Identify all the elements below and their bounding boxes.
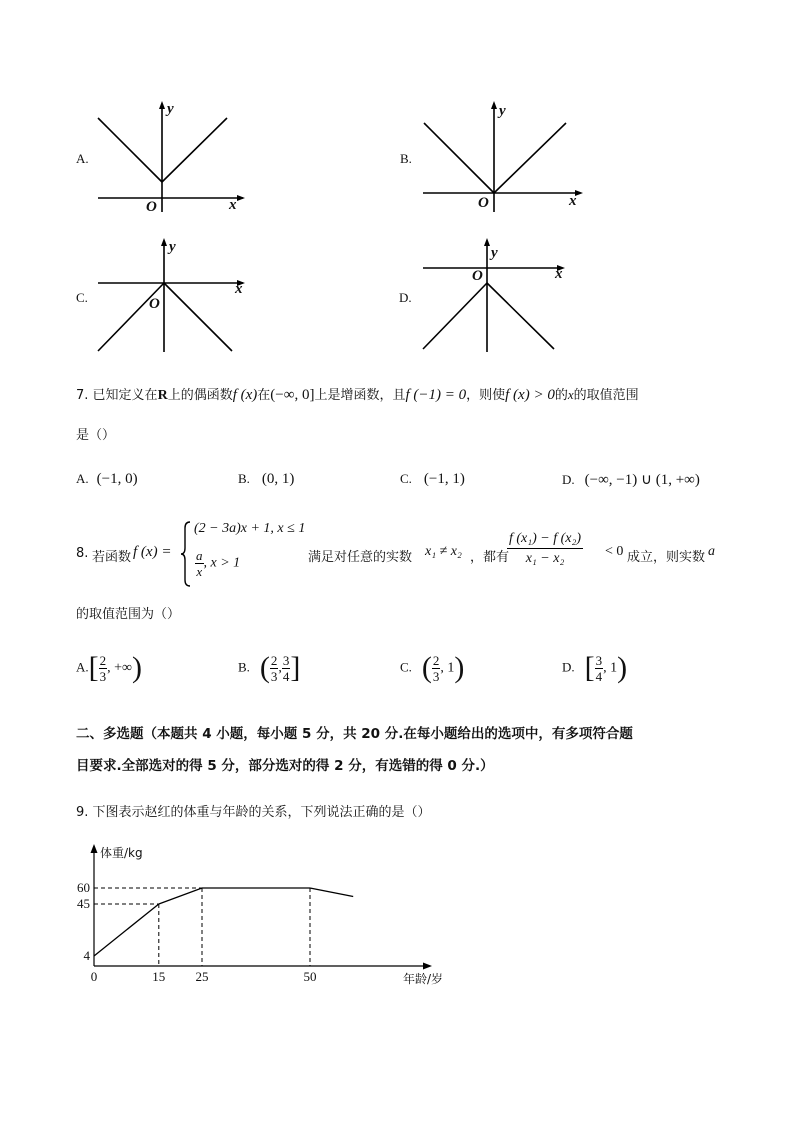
question-7-stem [76,384,639,404]
stem-text: 满足对任意的实数 [308,550,413,565]
y-label: y [169,239,176,255]
denominator: 4 [282,668,290,684]
q8-option-a[interactable] [76,651,142,685]
graph-line-left [98,118,162,182]
option-label: B. [400,151,412,166]
option-label: B. [238,471,250,486]
bracket-close: ) [617,651,628,684]
option-label: D. [562,472,575,487]
set-r: R [157,388,168,403]
y-axis-arrow [484,238,490,246]
option-label: A. [76,151,89,166]
q7-option-d[interactable] [562,470,700,489]
weight-line-segment [310,888,353,897]
numerator: 2 [432,652,440,668]
question-number: 8. [76,546,89,561]
y-axis-title: 体重/kg [100,846,143,860]
x-label: x [569,193,577,209]
y-tick-label: 4 [83,948,90,963]
graph-line-left [423,283,487,349]
x-label: x [555,266,563,282]
graph-line-right [162,118,227,182]
question-7-stem-cont: 是（） [76,428,116,443]
graph-line-left [424,123,494,193]
piecewise-case-1: (2 − 3a)x + 1, x ≤ 1 [194,521,306,536]
numerator: 3 [282,652,290,668]
x-axis-arrow [423,963,432,970]
x-axis-title: 年龄/岁 [403,972,444,986]
numerator: 2 [270,652,278,668]
weight-age-chart [60,838,480,998]
q7-option-b[interactable] [238,470,294,488]
quotient-denominator: x₁ − x₂ [525,551,565,566]
difference-quotient [507,532,583,566]
x-axis-arrow [237,195,245,201]
interval: (−∞, 0] [270,387,315,403]
bracket-close: ] [290,651,301,684]
option-rest: , 1 [603,660,618,676]
y-axis-arrow [91,844,98,853]
origin-label: O [478,195,489,211]
condition: x₁ ≠ x₂ [425,544,462,559]
case2-denominator: x [196,564,203,579]
stem-text: 的取值范围 [573,388,639,403]
y-label: y [499,103,506,119]
denominator: 3 [270,668,278,684]
bracket-close: ) [132,651,143,684]
option-label: B. [238,659,250,675]
stem-text: 的 [554,388,568,403]
denominator: 3 [99,668,107,684]
function-fx: f (x) = [133,544,172,560]
denominator: 4 [595,668,603,684]
stem-text: 上是增函数，且 [314,388,406,403]
y-tick-label: 45 [77,896,90,911]
stem-text: 成立，则实数 [627,550,706,565]
x-tick-label: 50 [303,969,317,984]
question-number: 7. [76,388,89,403]
stem-text: ，则使 [466,388,506,403]
option-label: D. [562,659,575,675]
bracket-open: [ [88,651,99,684]
section-2-heading-line-1: 二、多选题（本题共 4 小题，每小题 5 分，共 20 分.在每小题给出的选项中，有多项符合题 [76,726,633,742]
weight-line-segment [94,904,159,956]
option-value: (−∞, −1) ∪ (1, +∞) [584,472,700,488]
option-label: A. [76,471,89,486]
x-tick-label: 15 [152,969,166,984]
bracket-close: ) [454,651,465,684]
stem-text: 上的偶函数 [167,388,233,403]
piecewise-brace [180,520,192,588]
variable-x: x [567,387,574,402]
option-value: (0, 1) [261,471,295,487]
q7-option-a[interactable] [76,470,138,488]
origin-label: O [146,199,157,215]
q8-option-c[interactable] [400,651,464,685]
denominator: 3 [432,668,440,684]
variable-a: a [708,544,715,559]
stem-text: 在 [257,388,271,403]
x-label: x [235,281,243,297]
x-tick-label: 25 [195,969,209,984]
question-number: 9. [76,805,89,820]
option-label: C. [400,471,412,486]
bracket-open: ( [421,651,432,684]
stem-text: ，都有 [470,550,510,565]
y-axis-arrow [491,101,497,109]
question-8-stem-cont: 的取值范围为（） [76,607,181,622]
origin-label: O [149,296,160,312]
weight-line-segment [159,888,202,904]
stem-text: 下图表示赵红的体重与年龄的关系，下列说法正确的是（） [92,805,431,820]
case2-condition: , x > 1 [203,555,241,571]
y-axis-arrow [159,101,165,109]
function-fx: f (x) [232,387,258,403]
question-9-stem [76,801,431,820]
option-label: C. [76,290,88,305]
option-label: C. [400,659,412,675]
section-2-heading-line-2: 目要求.全部选对的得 5 分，部分选对的得 2 分，有选错的得 0 分.） [76,758,494,774]
y-axis-arrow [161,238,167,246]
graph-line-left [98,283,164,351]
origin-label: O [472,268,483,284]
y-tick-label: 60 [77,880,90,895]
x-tick-label: 0 [90,969,98,984]
stem-text: 已知定义在 [92,388,158,403]
piecewise-case-2 [195,549,240,578]
bracket-open: [ [584,651,595,684]
graph-line-right [487,283,554,349]
option-value: (−1, 1) [423,471,465,487]
bracket-open: ( [259,651,270,684]
option-label: D. [399,290,412,305]
stem-text: 若函数 [92,550,132,565]
q8-option-d[interactable] [562,651,627,685]
q7-option-c[interactable] [400,470,465,488]
case2-numerator: a [196,548,203,563]
numerator: 2 [99,652,107,668]
q8-option-b[interactable]: B. ( $\frac{2}{3}$ , $\frac{3}{4}$ ] [238,651,301,684]
graph-line-right [494,123,566,193]
option-rest: , 1 [440,660,455,676]
y-label: y [491,245,498,261]
option-value: (−1, 0) [96,471,138,487]
condition: f (−1) = 0 [405,387,467,403]
less-than-zero: < 0 [605,544,624,559]
inequality: f (x) > 0 [505,387,555,403]
graph-line-right [164,283,232,351]
option-rest: , +∞ [107,660,133,676]
x-label: x [229,197,237,213]
y-label: y [167,101,174,117]
option-label: A. [76,659,89,675]
quotient-numerator: f (x₁) − f (x₂) [507,532,583,549]
numerator: 3 [595,652,603,668]
